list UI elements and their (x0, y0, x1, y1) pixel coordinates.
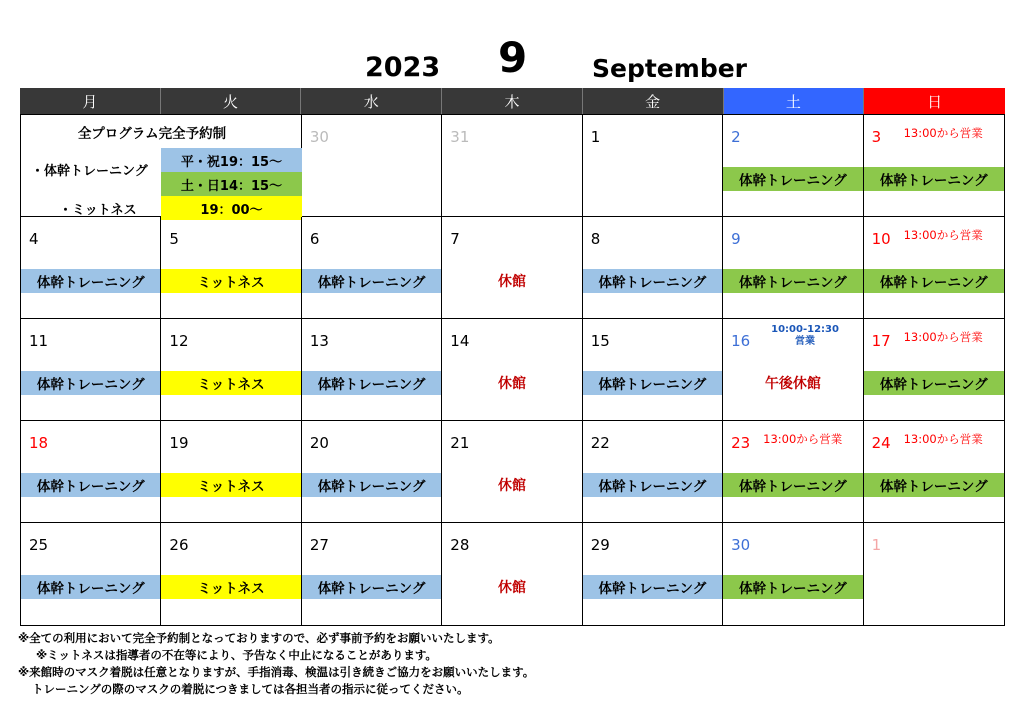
legend-core-weekend: 土・日14：15〜 (161, 172, 302, 196)
core-training-band: 体幹トレーニング (302, 371, 441, 395)
legend-core-weekday: 平・祝19：15〜 (161, 148, 302, 172)
legend-mit-time: 19：00〜 (161, 196, 302, 220)
open-from-note: 13:00から営業 (903, 330, 983, 344)
day-number: 28 (450, 536, 470, 554)
core-training-band: 体幹トレーニング (21, 371, 160, 395)
core-training-band: 体幹トレーニング (723, 575, 862, 599)
core-training-band: 体幹トレーニング (864, 269, 1004, 293)
core-training-band: 体幹トレーニング (864, 167, 1004, 191)
year-title: 2023 (365, 52, 441, 83)
day-cell (864, 319, 1004, 421)
core-training-band: 体幹トレーニング (302, 473, 441, 497)
day-number: 24 (871, 434, 891, 452)
afternoon-closed-label: 午後休館 (764, 376, 821, 392)
day-cell (21, 523, 161, 625)
calendar-grid (20, 114, 1005, 626)
weekday-sun: 日 (864, 88, 1005, 114)
closed-label: 休館 (497, 274, 526, 290)
day-cell (21, 421, 161, 523)
open-from-note: 13:00から営業 (903, 228, 983, 242)
core-training-band: 体幹トレーニング (864, 473, 1004, 497)
weekday-header (20, 88, 1005, 114)
day-cell (161, 523, 301, 625)
day-cell (302, 523, 442, 625)
day-number: 31 (450, 128, 470, 146)
day-cell (864, 523, 1004, 625)
core-training-band: 体幹トレーニング (21, 269, 160, 293)
day-number: 11 (29, 332, 49, 350)
day-cell (442, 421, 582, 523)
calendar (20, 88, 1005, 626)
open-from-note: 13:00から営業 (903, 126, 983, 140)
day-cell (161, 217, 301, 319)
day-cell (302, 115, 442, 217)
day-number: 6 (309, 230, 320, 248)
day-cell (442, 523, 582, 625)
legend-core-label: ・体幹トレーニング (31, 164, 148, 179)
day-cell (583, 421, 723, 523)
day-cell (583, 523, 723, 625)
day-number: 25 (29, 536, 49, 554)
day-number: 27 (309, 536, 329, 554)
core-training-band: 体幹トレーニング (302, 269, 441, 293)
day-cell (583, 319, 723, 421)
core-training-band: 体幹トレーニング (583, 371, 722, 395)
core-training-band: 体幹トレーニング (583, 269, 722, 293)
day-cell (723, 217, 863, 319)
month-number: 9 (498, 33, 528, 82)
day-number: 21 (450, 434, 470, 452)
weekday-thu: 木 (442, 88, 583, 114)
core-training-band: 体幹トレーニング (723, 167, 862, 191)
closed-label: 休館 (497, 580, 526, 596)
day-number: 10 (871, 230, 891, 248)
legend-title: 全プログラム完全予約制 (77, 126, 227, 142)
day-number: 3 (871, 128, 882, 146)
day-number: 15 (590, 332, 610, 350)
mittness-band: ミットネス (161, 575, 300, 599)
day-number: 30 (731, 536, 751, 554)
weekday-mon: 月 (20, 88, 161, 114)
month-english: September (592, 54, 747, 83)
day-number: 12 (169, 332, 189, 350)
day-cell (864, 421, 1004, 523)
core-training-band: 体幹トレーニング (723, 269, 862, 293)
footnote-training-mask: トレーニングの際のマスクの着脱につきましては各担当者の指示に従ってください。 (32, 682, 469, 696)
day-number: 1 (871, 536, 882, 554)
day-cell (442, 115, 582, 217)
day-number: 16 (731, 332, 751, 350)
day-number: 1 (590, 128, 601, 146)
day-cell (583, 115, 723, 217)
core-training-band: 体幹トレーニング (723, 473, 862, 497)
day-number: 2 (731, 128, 741, 146)
mittness-band: ミットネス (161, 371, 300, 395)
closed-label: 休館 (497, 478, 526, 494)
day-cell (442, 217, 582, 319)
footnote-mask: ※来館時のマスク着脱は任意となりますが、手指消毒、検温は引き続きご協力をお願いいたします。 (18, 665, 535, 679)
day-number: 30 (309, 128, 329, 146)
weekday-tue: 火 (161, 88, 302, 114)
day-number: 14 (450, 332, 470, 350)
weekday-sat: 土 (724, 88, 865, 114)
day-number: 17 (871, 332, 891, 350)
day-cell (161, 421, 301, 523)
day-number: 5 (169, 230, 179, 248)
day-number: 13 (309, 332, 329, 350)
day-number: 7 (450, 230, 460, 248)
open-from-note: 13:00から営業 (763, 432, 843, 446)
day-cell (864, 217, 1004, 319)
day-cell (723, 115, 863, 217)
day-cell (723, 523, 863, 625)
closed-label: 休館 (497, 376, 526, 392)
footnotes (18, 630, 534, 698)
core-training-band: 体幹トレーニング (21, 473, 160, 497)
day-number: 19 (169, 434, 189, 452)
open-from-note: 13:00から営業 (903, 432, 983, 446)
core-training-band: 体幹トレーニング (583, 575, 722, 599)
day-cell (302, 319, 442, 421)
weekday-fri: 金 (583, 88, 724, 114)
legend-mit-label: ・ミットネス (59, 203, 137, 218)
day-cell (583, 217, 723, 319)
day-number: 22 (590, 434, 610, 452)
day-cell (864, 115, 1004, 217)
day-number: 26 (169, 536, 189, 554)
day-cell (442, 319, 582, 421)
day-number: 23 (731, 434, 751, 452)
program-legend (21, 115, 302, 217)
core-training-band: 体幹トレーニング (302, 575, 441, 599)
half-day-open-note: 10:00-12:30 営業 (771, 324, 839, 347)
footnote-mittness: ※ミットネスは指導者の不在等により、予告なく中止になることがあります。 (36, 648, 437, 662)
core-training-band: 体幹トレーニング (864, 371, 1004, 395)
day-number: 20 (309, 434, 329, 452)
day-number: 4 (29, 230, 39, 248)
day-cell (723, 421, 863, 523)
day-cell (302, 421, 442, 523)
core-training-band: 体幹トレーニング (583, 473, 722, 497)
footnote-reservation: ※全ての利用において完全予約制となっておりますので、必ず事前予約をお願いいたします。 (18, 631, 500, 645)
mittness-band: ミットネス (161, 473, 300, 497)
day-cell (21, 319, 161, 421)
day-cell (21, 217, 161, 319)
day-number: 8 (590, 230, 601, 248)
day-cell (302, 217, 442, 319)
day-number: 9 (731, 230, 741, 248)
day-cell (723, 319, 863, 421)
core-training-band: 体幹トレーニング (21, 575, 160, 599)
day-number: 18 (29, 434, 49, 452)
weekday-wed: 水 (301, 88, 442, 114)
day-number: 29 (590, 536, 610, 554)
mittness-band: ミットネス (161, 269, 300, 293)
day-cell (161, 319, 301, 421)
